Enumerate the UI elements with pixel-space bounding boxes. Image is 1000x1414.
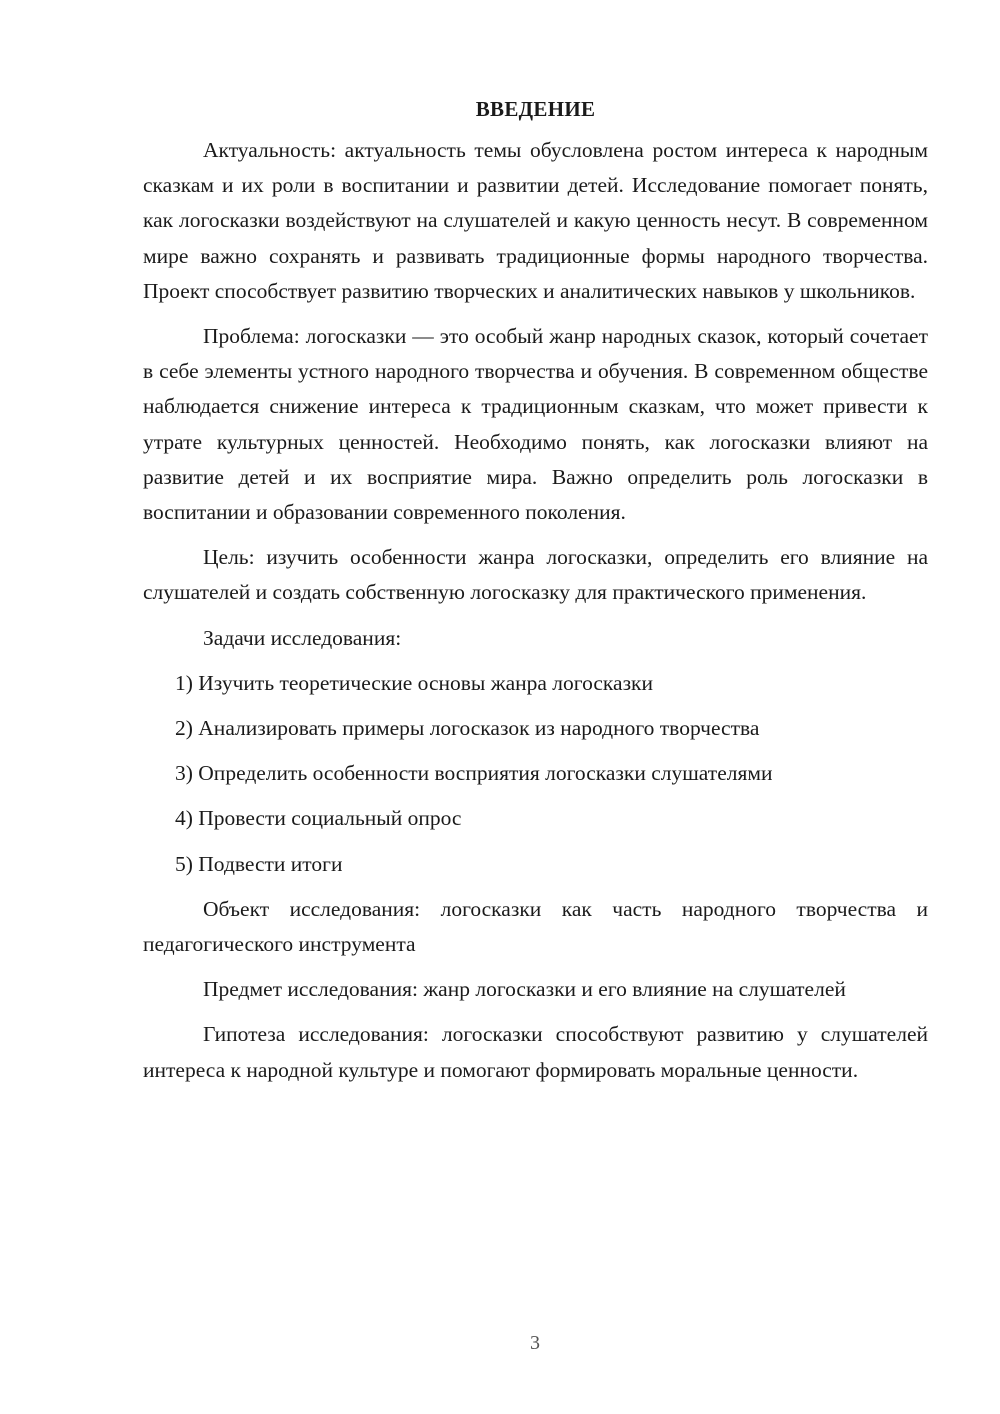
document-page xyxy=(143,92,928,1098)
list-item: 2) Анализировать примеры логосказок из народного творчества xyxy=(175,716,760,741)
paragraph-subject: Предмет исследования: жанр логосказки и его влияние на слушателей xyxy=(203,977,846,1002)
list-item: 1) Изучить теоретические основы жанра логосказки xyxy=(175,670,654,695)
list-item: 3) Определить особенности восприятия логосказки слушателями xyxy=(175,761,773,786)
list-item: 4) Провести социальный опрос xyxy=(175,806,462,831)
paragraph-goal: Цель: изучить особенности жанра логосказки, определить его влияние на слушателей и создать собственную логосказку для практического применения. xyxy=(143,545,928,605)
paragraph-relevance: Актуальность: актуальность темы обусловлена ростом интереса к народным сказкам и их роли в воспитании и развитии детей. Исследование помогает понять, как логосказки воздействуют на слушателей и какую ценность несут. В современном мире важно сохранять и развивать традиционные формы народного творчества. Проект способствует развитию творческих и аналитических навыков у школьников. xyxy=(143,138,928,303)
paragraph-tasks-heading: Задачи исследования: xyxy=(203,625,402,650)
list-item: 5) Подвести итоги xyxy=(175,851,343,876)
page-title: ВВЕДЕНИЕ xyxy=(475,97,596,121)
paragraph-problem: Проблема: логосказки — это особый жанр народных сказок, который сочетает в себе элементы устного народного творчества и обучения. В современном обществе наблюдается снижение интереса к традиционным сказкам, что может привести к утрате культурных ценностей. Необходимо понять, как логосказки влияют на развитие детей и их восприятие мира. Важно определить роль логосказки в воспитании и образовании современного поколения. xyxy=(143,324,928,525)
paragraph-object: Объект исследования: логосказки как часть народного творчества и педагогического инструмента xyxy=(143,896,928,957)
tasks-list xyxy=(143,666,928,882)
paragraph-hypothesis: Гипотеза исследования: логосказки способствуют развитию у слушателей интереса к народной культуре и помогают формировать моральные ценности. xyxy=(143,1022,928,1082)
page-number: 3 xyxy=(530,1332,540,1354)
